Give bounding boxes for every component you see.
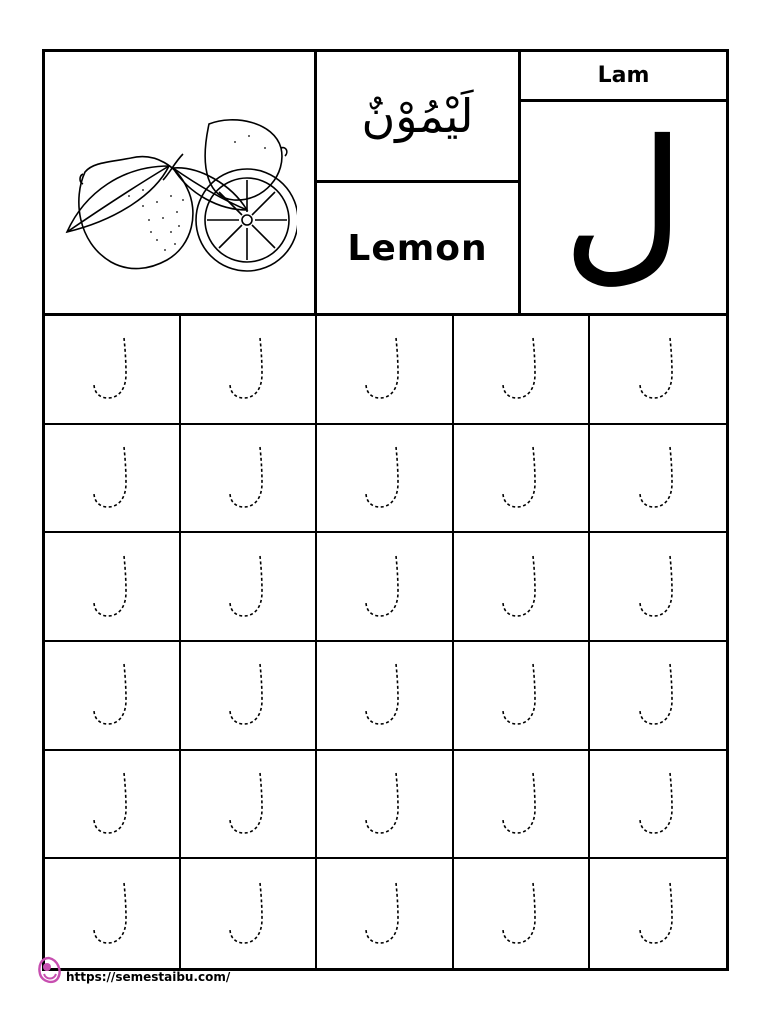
tracing-cell [45,533,181,642]
big-letter-cell [521,102,726,313]
tracing-cell [590,316,726,425]
dashed-lam-icon [360,443,408,513]
dashed-lam-icon [497,443,545,513]
dashed-lam-icon [360,879,408,949]
tracing-cell [45,859,181,968]
tracing-cell [45,751,181,860]
tracing-cell [317,425,453,534]
dashed-lam-icon [497,769,545,839]
tracing-cell [181,316,317,425]
arabic-word: لَيْمُوْنٌ [361,89,474,143]
dashed-lam-icon [634,879,682,949]
tracing-cell [590,425,726,534]
dashed-lam-icon [224,769,272,839]
dashed-lam-icon [634,443,682,513]
letter-name: Lam [597,63,650,88]
dashed-lam-icon [634,769,682,839]
letter-name-cell [521,52,726,102]
tracing-cell [45,425,181,534]
tracing-cell [181,642,317,751]
tracing-cell [317,859,453,968]
dashed-lam-icon [224,660,272,730]
tracing-cell [181,533,317,642]
worksheet [42,49,729,971]
dashed-lam-icon [360,552,408,622]
english-word-cell [317,183,521,313]
dashed-lam-icon [88,879,136,949]
tracing-cell [590,642,726,751]
dashed-lam-icon [88,334,136,404]
dashed-lam-icon [224,552,272,622]
english-word: Lemon [347,227,488,269]
semestaibu-logo-icon [36,956,62,986]
dashed-lam-icon [497,879,545,949]
dashed-lam-icon [88,660,136,730]
dashed-lam-icon [224,334,272,404]
dashed-lam-icon [497,660,545,730]
tracing-cell [181,751,317,860]
dashed-lam-icon [497,552,545,622]
tracing-cell [454,642,590,751]
tracing-cell [454,533,590,642]
footer-url: https://semestaibu.com/ [66,970,231,984]
tracing-cell [317,751,453,860]
tracing-cell [454,316,590,425]
tracing-cell [317,642,453,751]
dashed-lam-icon [634,334,682,404]
tracing-grid [45,316,726,968]
arabic-word-cell [317,52,521,183]
tracing-cell [590,533,726,642]
tracing-cell [454,859,590,968]
tracing-cell [45,316,181,425]
big-letter: ل [561,103,686,302]
tracing-cell [181,425,317,534]
tracing-cell [45,642,181,751]
dashed-lam-icon [634,660,682,730]
dashed-lam-icon [497,334,545,404]
tracing-cell [317,533,453,642]
dashed-lam-icon [360,334,408,404]
dashed-lam-icon [224,443,272,513]
tracing-cell [454,425,590,534]
worksheet-header [45,52,726,316]
dashed-lam-icon [360,769,408,839]
tracing-cell [454,751,590,860]
dashed-lam-icon [360,660,408,730]
tracing-cell [590,859,726,968]
picture-cell [45,52,317,313]
lemon-illustration-icon [59,100,297,275]
dashed-lam-icon [88,552,136,622]
footer [36,956,230,986]
tracing-cell [590,751,726,860]
dashed-lam-icon [224,879,272,949]
tracing-cell [317,316,453,425]
dashed-lam-icon [88,443,136,513]
tracing-cell [181,859,317,968]
dashed-lam-icon [88,769,136,839]
dashed-lam-icon [634,552,682,622]
